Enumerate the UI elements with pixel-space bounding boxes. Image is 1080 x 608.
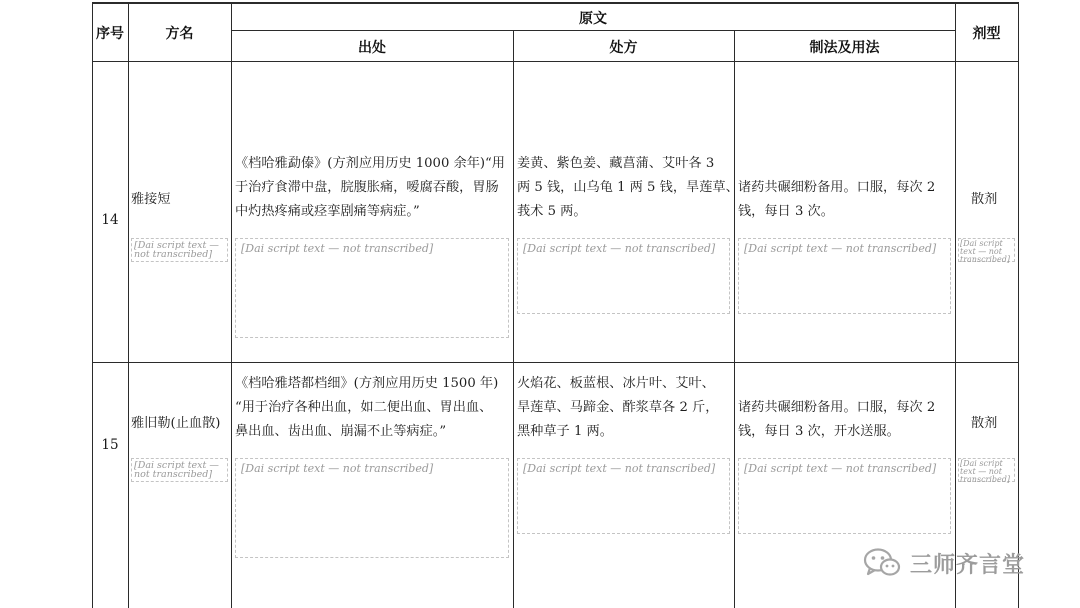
header-subdivider [231,30,955,31]
formula-name-dai-gap: [Dai script text — not transcribed] [131,238,228,262]
col-border-5 [955,2,956,608]
prescription-dai-gap: [Dai script text — not transcribed] [517,458,730,534]
prescription-line: 火焰花、板蓝根、冰片叶、艾叶、 [517,376,715,391]
preparation-line: 诸药共碾细粉备用。口服，每次 2 [738,400,936,415]
header-source: 出处 [358,40,386,56]
prescription-line: 两 5 钱，山乌龟 1 两 5 钱，旱莲草、 [517,180,739,195]
source-line: 于治疗食滞中盘，脘腹胀痛，嗳腐吞酸，胃肠 [235,180,499,195]
formula-name-dai-gap: [Dai script text — not transcribed] [131,458,228,482]
col-border-1 [128,2,129,608]
preparation-dai-gap: [Dai script text — not transcribed] [738,458,951,534]
formula-name: 雅旧勒(止血散) [131,416,221,431]
header-formula-name: 方名 [165,26,194,42]
dosage-form-dai-gap: [Dai script text — not transcribed] [958,238,1015,262]
source-dai-gap: [Dai script text — not transcribed] [235,238,509,338]
watermark-text: 三师齐言堂 [910,552,1026,578]
header-preparation-usage: 制法及用法 [809,40,880,56]
col-border-3 [513,31,514,608]
dosage-form: 散剂 [971,192,998,207]
source-line: 《档哈雅勐傣》(方剂应用历史 1000 余年)“用 [235,156,505,171]
prescription-line: 黑种草子 1 两。 [517,424,613,439]
preparation-line: 钱，每日 3 次，开水送服。 [738,424,900,439]
wechat-icon [862,547,902,579]
col-border-0 [92,2,93,608]
row-serial: 15 [101,437,119,453]
header-dosage-form: 剂型 [972,26,1001,42]
preparation-line: 诸药共碾细粉备用。口服，每次 2 [738,180,936,195]
formula-name: 雅接短 [131,192,171,207]
col-border-6 [1018,2,1019,608]
prescription-line: 旱莲草、马蹄金、酢浆草各 2 斤， [517,400,719,415]
header-prescription: 处方 [609,40,638,56]
source-dai-gap: [Dai script text — not transcribed] [235,458,509,558]
source-line: 鼻出血、齿出血、崩漏不止等病症。” [235,424,447,439]
preparation-line: 钱，每日 3 次。 [738,204,834,219]
dosage-form-dai-gap: [Dai script text — not transcribed] [958,458,1015,482]
dosage-form: 散剂 [971,416,998,431]
prescription-line: 姜黄、紫色姜、藏菖蒲、艾叶各 3 [517,156,715,171]
col-border-2 [231,2,232,608]
row-serial: 14 [101,212,119,228]
source-line: 《档哈雅塔都档细》(方剂应用历史 1500 年) [235,376,499,391]
preparation-dai-gap: [Dai script text — not transcribed] [738,238,951,314]
source-line: 中灼热疼痛或痉挛剧痛等病症。” [235,204,420,219]
source-line: “用于治疗各种出血，如二便出血、胃出血、 [235,400,493,415]
prescription-dai-gap: [Dai script text — not transcribed] [517,238,730,314]
col-border-4 [734,31,735,608]
header-serial: 序号 [96,26,124,42]
prescription-line: 莪术 5 两。 [517,204,587,219]
watermark [862,546,1025,580]
header-original-text: 原文 [579,11,607,27]
